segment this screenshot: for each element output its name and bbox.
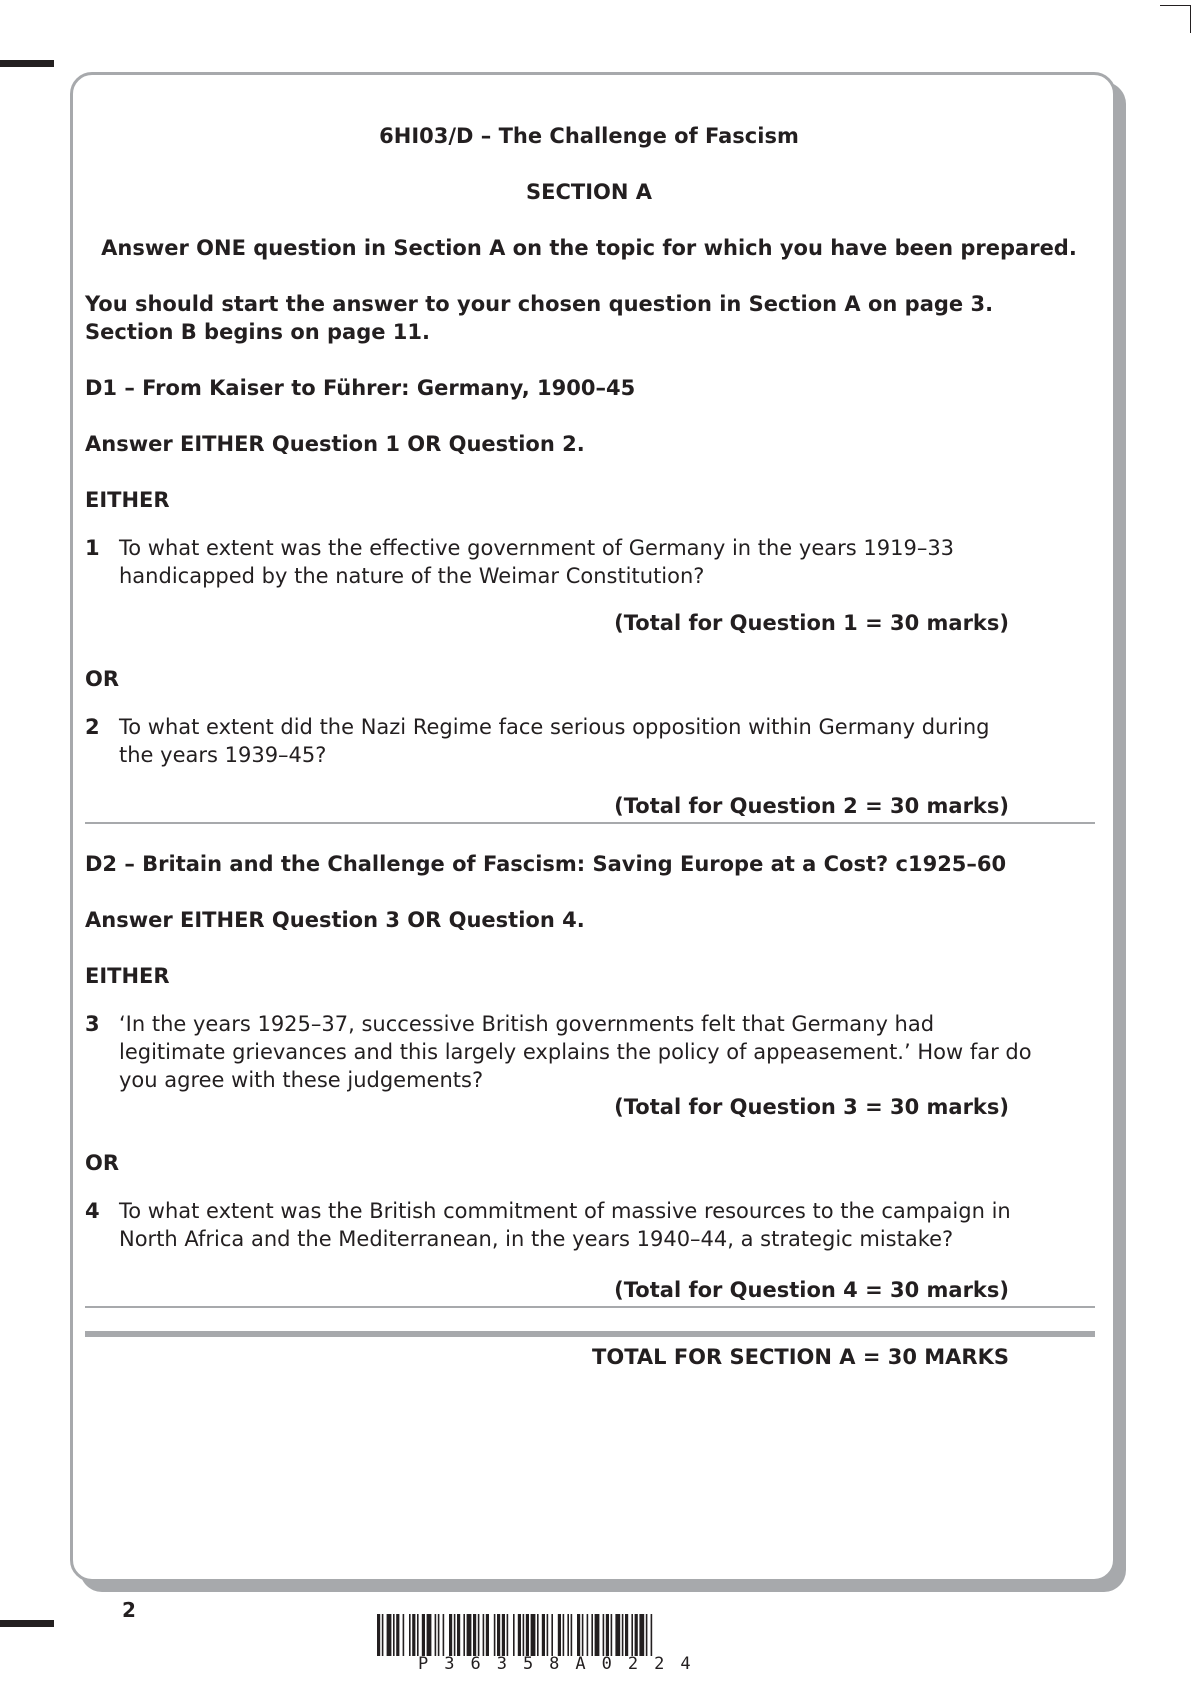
margin-bar-top [0,60,54,67]
paper-title: 6HI03/D – The Challenge of Fascism [379,124,799,148]
question-text: North Africa and the Mediterranean, in the years 1940–44, a strategic mistake? [119,1227,954,1251]
margin-bar-bottom [0,1620,54,1627]
question-marks: (Total for Question 1 = 30 marks) [614,611,1009,635]
question-text: you agree with these judgements? [119,1068,484,1092]
question-text: the years 1939–45? [119,743,327,767]
section-title: SECTION A [525,180,652,204]
barcode-text: P36358A0224 [418,1654,707,1674]
or-label: OR [85,667,120,691]
question-marks: (Total for Question 2 = 30 marks) [614,794,1009,818]
question-text: legitimate grievances and this largely explains the policy of appeasement.’ How far do [119,1040,1032,1064]
divider [85,1306,1095,1308]
either-label: EITHER [85,488,170,512]
topic-instruction: Answer EITHER Question 3 OR Question 4. [85,908,585,932]
divider [85,822,1095,824]
topic-title: D2 – Britain and the Challenge of Fascism: Saving Europe at a Cost? c1925–60 [85,852,1007,876]
topic-instruction: Answer EITHER Question 1 OR Question 2. [85,432,585,456]
section-total: TOTAL FOR SECTION A = 30 MARKS [592,1345,1009,1369]
start-note: You should start the answer to your chosen question in Section A on page 3. [85,292,994,316]
question-number: 4 [85,1199,100,1223]
question-number: 2 [85,715,100,739]
or-label: OR [85,1151,120,1175]
question-text: To what extent did the Nazi Regime face serious opposition within Germany during [119,715,990,739]
question-number: 1 [85,536,100,560]
question-text: To what extent was the effective government of Germany in the years 1919–33 [119,536,955,560]
divider-thick [85,1331,1095,1337]
topic-title: D1 – From Kaiser to Führer: Germany, 1900–45 [85,376,636,400]
crop-mark [1160,5,1191,6]
question-number: 3 [85,1012,100,1036]
question-text: handicapped by the nature of the Weimar Constitution? [119,564,705,588]
section-instruction: Answer ONE question in Section A on the topic for which you have been prepared. [101,236,1077,260]
start-note: Section B begins on page 11. [85,320,431,344]
page-number: 2 [122,1598,136,1622]
barcode-image [377,1614,811,1656]
question-text: ‘In the years 1925–37, successive British governments felt that Germany had [119,1012,935,1036]
question-text: To what extent was the British commitment of massive resources to the campaign in [119,1199,1011,1223]
question-marks: (Total for Question 3 = 30 marks) [614,1095,1009,1119]
either-label: EITHER [85,964,170,988]
question-marks: (Total for Question 4 = 30 marks) [614,1278,1009,1302]
